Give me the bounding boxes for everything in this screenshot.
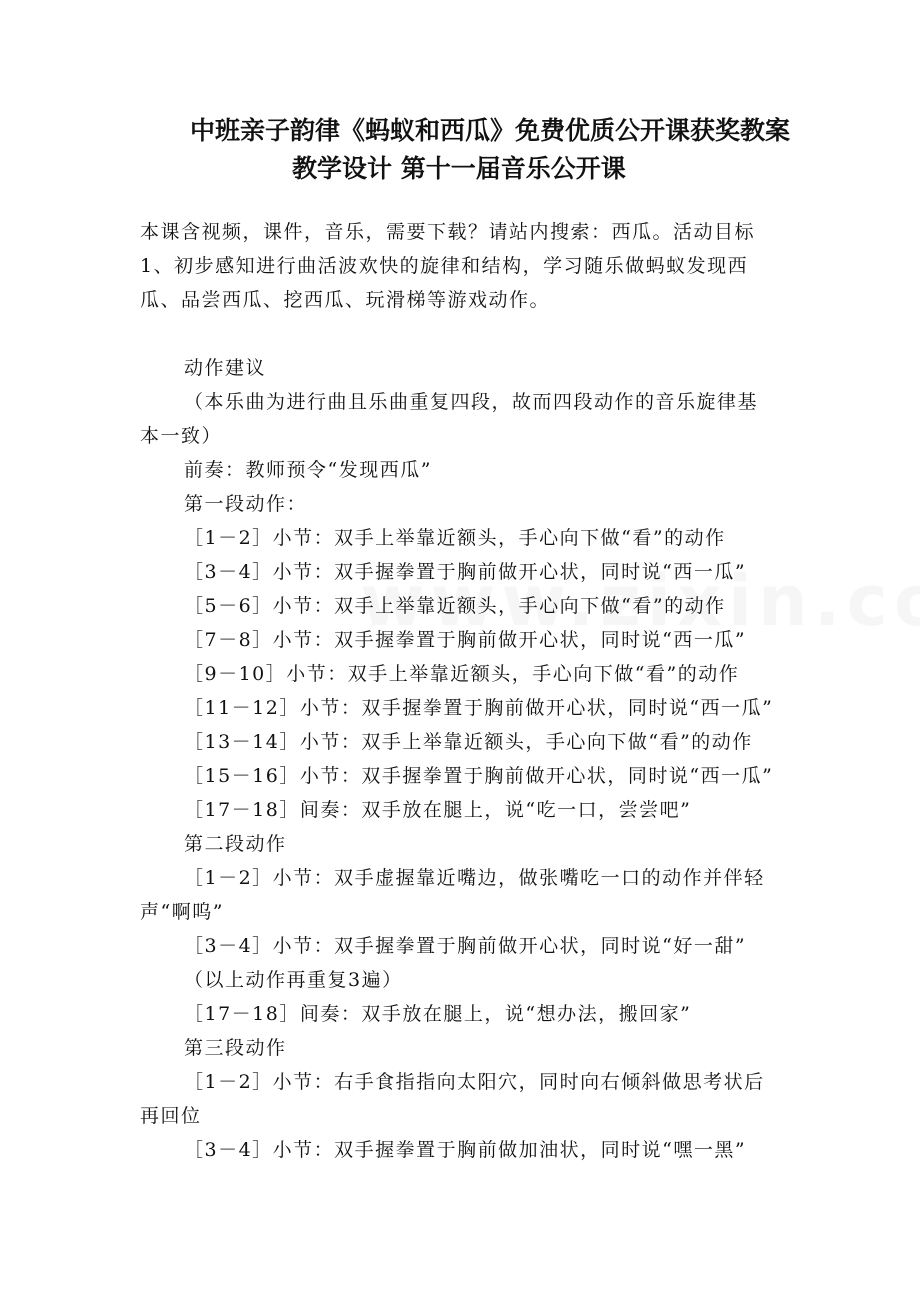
- body-line: ［3－4］小节：双手握拳置于胸前做开心状，同时说“好一甜”: [184, 935, 747, 957]
- title-line-2: 教学设计 第十一届音乐公开课: [292, 154, 626, 183]
- paragraph-gap: [140, 317, 785, 351]
- body-line: 声“啊呜”: [140, 901, 224, 923]
- body-line: ［7－8］小节：双手握拳置于胸前做开心状，同时说“西一瓜”: [184, 629, 747, 651]
- body-line: 前奏：教师预令“发现西瓜”: [184, 459, 432, 481]
- body-line: ［1－2］小节：右手食指指向太阳穴，同时向右倾斜做思考状后: [184, 1071, 765, 1093]
- action-suggestions: [140, 351, 785, 1167]
- body-line: ［17－18］间奏：双手放在腿上，说“想办法，搬回家”: [184, 1003, 692, 1025]
- body-line: （本乐曲为进行曲且乐曲重复四段，故而四段动作的音乐旋律基: [184, 391, 759, 413]
- body-line: ［11－12］小节：双手握拳置于胸前做开心状，同时说“西一瓜”: [184, 697, 774, 719]
- body-line: ［13－14］小节：双手上举靠近额头，手心向下做“看”的动作: [184, 731, 753, 753]
- body-line: 第一段动作：: [184, 493, 308, 515]
- body-line: ［1－2］小节：双手虚握靠近嘴边，做张嘴吃一口的动作并伴轻: [184, 867, 765, 889]
- body-line: ［3－4］小节：双手握拳置于胸前做加油状，同时说“嘿一黑”: [184, 1139, 747, 1161]
- body-line: ［17－18］间奏：双手放在腿上，说“吃一口，尝尝吧”: [184, 799, 692, 821]
- document-title: [0, 112, 920, 188]
- document-body: [140, 215, 785, 1167]
- intro-line-3: 瓜、品尝西瓜、挖西瓜、玩滑梯等游戏动作。: [140, 289, 551, 311]
- body-line: 动作建议: [184, 357, 267, 379]
- body-line: ［15－16］小节：双手握拳置于胸前做开心状，同时说“西一瓜”: [184, 765, 774, 787]
- intro-line-2: 1、初步感知进行曲活波欢快的旋律和结构，学习随乐做蚂蚁发现西: [140, 255, 749, 277]
- intro-line-1: 本课含视频，课件，音乐，需要下载？请站内搜索：西瓜。活动目标: [140, 221, 756, 243]
- body-line: ［1－2］小节：双手上举靠近额头，手心向下做“看”的动作: [184, 527, 726, 549]
- body-line: 本一致）: [140, 425, 223, 447]
- body-line: ［5－6］小节：双手上举靠近额头，手心向下做“看”的动作: [184, 595, 726, 617]
- body-line: （以上动作再重复3遍）: [184, 969, 403, 991]
- body-line: ［3－4］小节：双手握拳置于胸前做开心状，同时说“西一瓜”: [184, 561, 747, 583]
- body-line: 第三段动作: [184, 1037, 287, 1059]
- body-line: 第二段动作: [184, 833, 287, 855]
- title-line-1: 中班亲子韵律《蚂蚁和西瓜》免费优质公开课获奖教案: [190, 116, 791, 145]
- body-line: 再回位: [140, 1105, 202, 1127]
- body-line: ［9－10］小节：双手上举靠近额头，手心向下做“看”的动作: [184, 663, 740, 685]
